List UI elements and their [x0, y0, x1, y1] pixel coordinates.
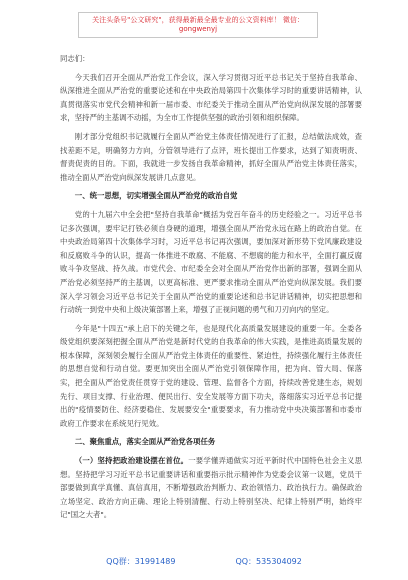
- subheading-1: （一）坚持把政治建设摆在首位。: [74, 456, 189, 466]
- paragraph-5-text: 一要学懂弄通做实习近平新时代中国特色社会主义思想。坚持把学习习近平总书记重要讲话和重要指示批示精神作为党委会议第一议题，党员干部要做到真学真懂、真信真用，不断增强政治判断力、政治领悟力、政治执行力。确保政治立场坚定、政治方向正确、理论上特别清醒、行动上特别坚决、纪律上特别严明，始终牢记"国之大者"。: [60, 456, 362, 520]
- section-heading-1: 一、统一思想，切实增强全面从严治党的政治自觉: [74, 191, 238, 201]
- promo-banner: [78, 12, 318, 38]
- footer-qq-group: QQ群：31991489: [106, 557, 176, 566]
- paragraph-5: [60, 454, 362, 522]
- document-body: [60, 52, 362, 527]
- paragraph-2: 刚才部分党组织书记就履行全面从严治党主体责任情况进行了汇报，总结做法成效，查找差距不足，明确努力方向，分管领导进行了点评，班长提出工作要求，达到了知责明责、督责促责的目的。下面，我就进一步发扬自我革命精神，抓好全面从严治党主体责任落实，推动全面从严治党向纵深发展讲几点意见。: [60, 131, 362, 182]
- paragraph-1: 今天我们召开全面从严治党工作会议，深入学习贯彻习近平总书记关于坚持自我革命、纵深推进全面从严治党的重要论述和在中央政治局第四十次集体学习时的重要讲话精神，认真贯彻落实市党代会精神和新一届市委、市纪委关于推动全面从严治党向纵深发展的部署要求，坚持严的主基调不动摇，为全市工作提供坚强的政治引领和组织保障。: [60, 72, 362, 123]
- paragraph-4: 今年是"十四五"承上启下的关键之年，也是现代化高质量发展建设的重要一年。全委各级党组织要深刻把握全面从严治党是新时代党的自我革命的伟大实践，是推进高质量发展的根本保障，深刻领会履行全面从严治党主体责任的重要性、紧迫性，持续强化履行主体责任的思想自觉和行动自觉。要更加突出全面从严治党引领保障作用，把为向、管大局、保落实，把全面从严治党责任贯穿于党的建设、管理、监督各个方面，持续改善党建生态，规划先行、项目支撑、行业治理、便民出行、安全发展等方面下功夫，落细落实习近平总书记提出的"疫情要防住、经济要稳住、发展要安全"重要要求，有力推动党中央决策部署和市委市政府工作要求在系统见行见效。: [60, 323, 362, 428]
- promo-banner-text: 关注头条号"公文研究"，获得最新最全最专业的公文资料库！ 微信：gongwenyj: [92, 16, 304, 33]
- salutation: 同志们：: [60, 54, 90, 63]
- footer-qq: QQ：535304092: [235, 557, 302, 566]
- paragraph-3: 党的十九届六中全会把"坚持自我革命"概括为党百年奋斗的历史经验之一。习近平总书记多次强调，要牢记打铁必须自身硬的道理，增强全面从严治党永远在路上的政治自觉。在中央政治局第四十次集体学习时，习近平总书记再次强调，要加深对新形势下党风廉政建设和反腐败斗争的认识，提高一体推进不敢腐、不能腐、不想腐的能力和水平，全面打赢反腐败斗争攻坚战、持久战。市党代会、市纪委全会对全面从严治党作出新的部署，强调全面从严治党必须坚持严的主基调，以更高标准、更严要求推动全面从严治党向纵深发展。我们要深入学习领会习近平总书记关于全面从严治党的重要论述和总书记讲话精神，切实把思想和行动统一到党中央和上级决策部署上来，增强了正视问题的勇气和刀刃向内的坚定。: [60, 209, 362, 315]
- footer: [0, 556, 408, 570]
- section-heading-2: 二、聚焦重点，落实全面从严治党各项任务: [74, 437, 216, 447]
